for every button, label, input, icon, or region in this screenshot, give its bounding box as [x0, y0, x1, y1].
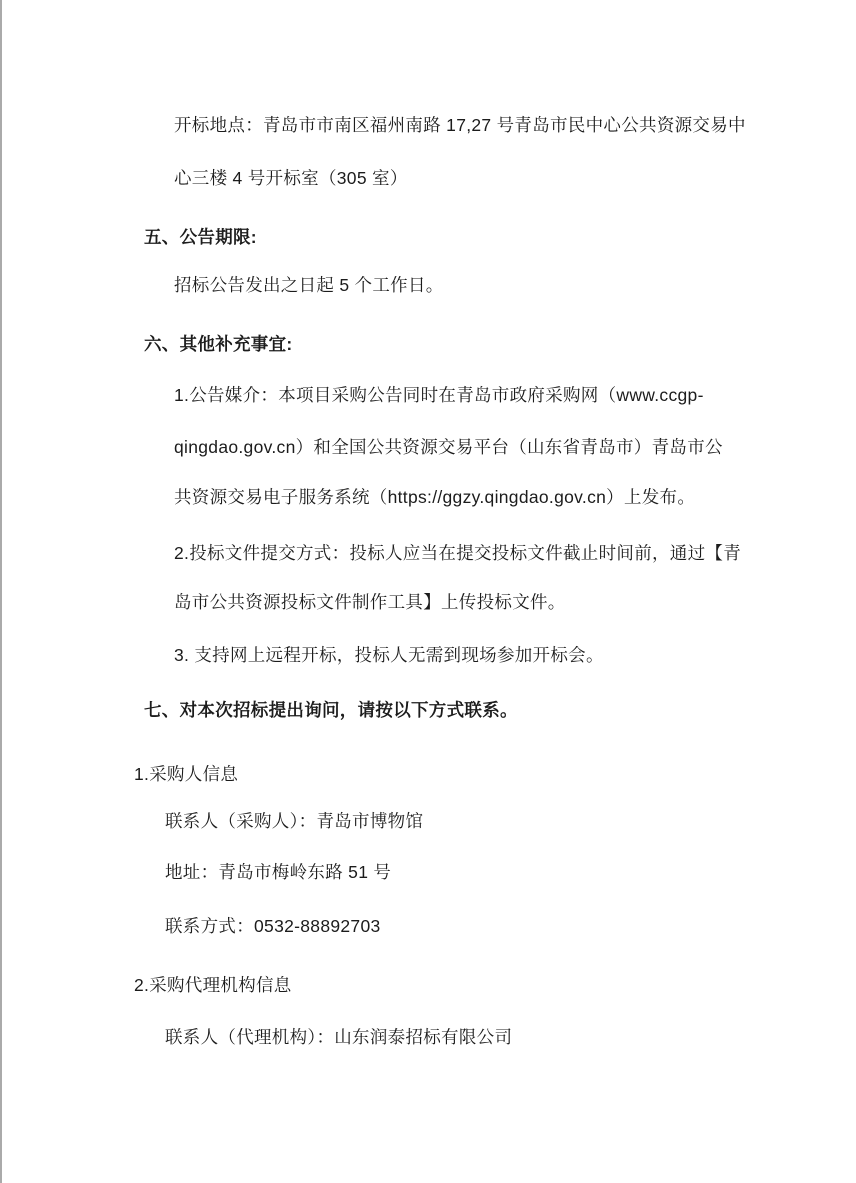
section-heading-inquiry-contact: 七、对本次招标提出询问，请按以下方式联系。 — [144, 700, 518, 720]
bid-submission-line1: 2.投标文件提交方式：投标人应当在提交投标文件截止时间前，通过【青 — [174, 543, 741, 563]
section-heading-announcement-period: 五、公告期限: — [144, 227, 257, 247]
announcement-media-line3: 共资源交易电子服务系统（https://ggzy.qingdao.gov.cn）上发布。 — [174, 487, 696, 507]
announcement-period-text: 招标公告发出之日起 5 个工作日。 — [174, 275, 444, 295]
page-left-edge-line — [0, 0, 2, 1183]
agency-contact-line: 联系人（代理机构）：山东润泰招标有限公司 — [165, 1027, 513, 1047]
purchaser-contact-line: 联系人（采购人）：青岛市博物馆 — [165, 811, 424, 831]
agency-info-label: 2.采购代理机构信息 — [134, 975, 292, 995]
opening-location-line2: 心三楼 4 号开标室（305 室） — [174, 168, 408, 188]
purchaser-address-line: 地址：青岛市梅岭东路 51 号 — [165, 862, 392, 882]
purchaser-phone-line: 联系方式：0532-88892703 — [165, 916, 381, 936]
section-heading-other-matters: 六、其他补充事宜: — [144, 334, 293, 354]
bid-submission-line2: 岛市公共资源投标文件制作工具】上传投标文件。 — [174, 592, 566, 612]
announcement-media-line2: qingdao.gov.cn）和全国公共资源交易平台（山东省青岛市）青岛市公 — [174, 437, 723, 457]
purchaser-info-label: 1.采购人信息 — [134, 764, 239, 784]
announcement-media-line1: 1.公告媒介：本项目采购公告同时在青岛市政府采购网（www.ccgp- — [174, 385, 704, 405]
remote-opening-text: 3. 支持网上远程开标，投标人无需到现场参加开标会。 — [174, 645, 604, 665]
opening-location-line1: 开标地点：青岛市市南区福州南路 17,27 号青岛市民中心公共资源交易中 — [174, 115, 746, 135]
